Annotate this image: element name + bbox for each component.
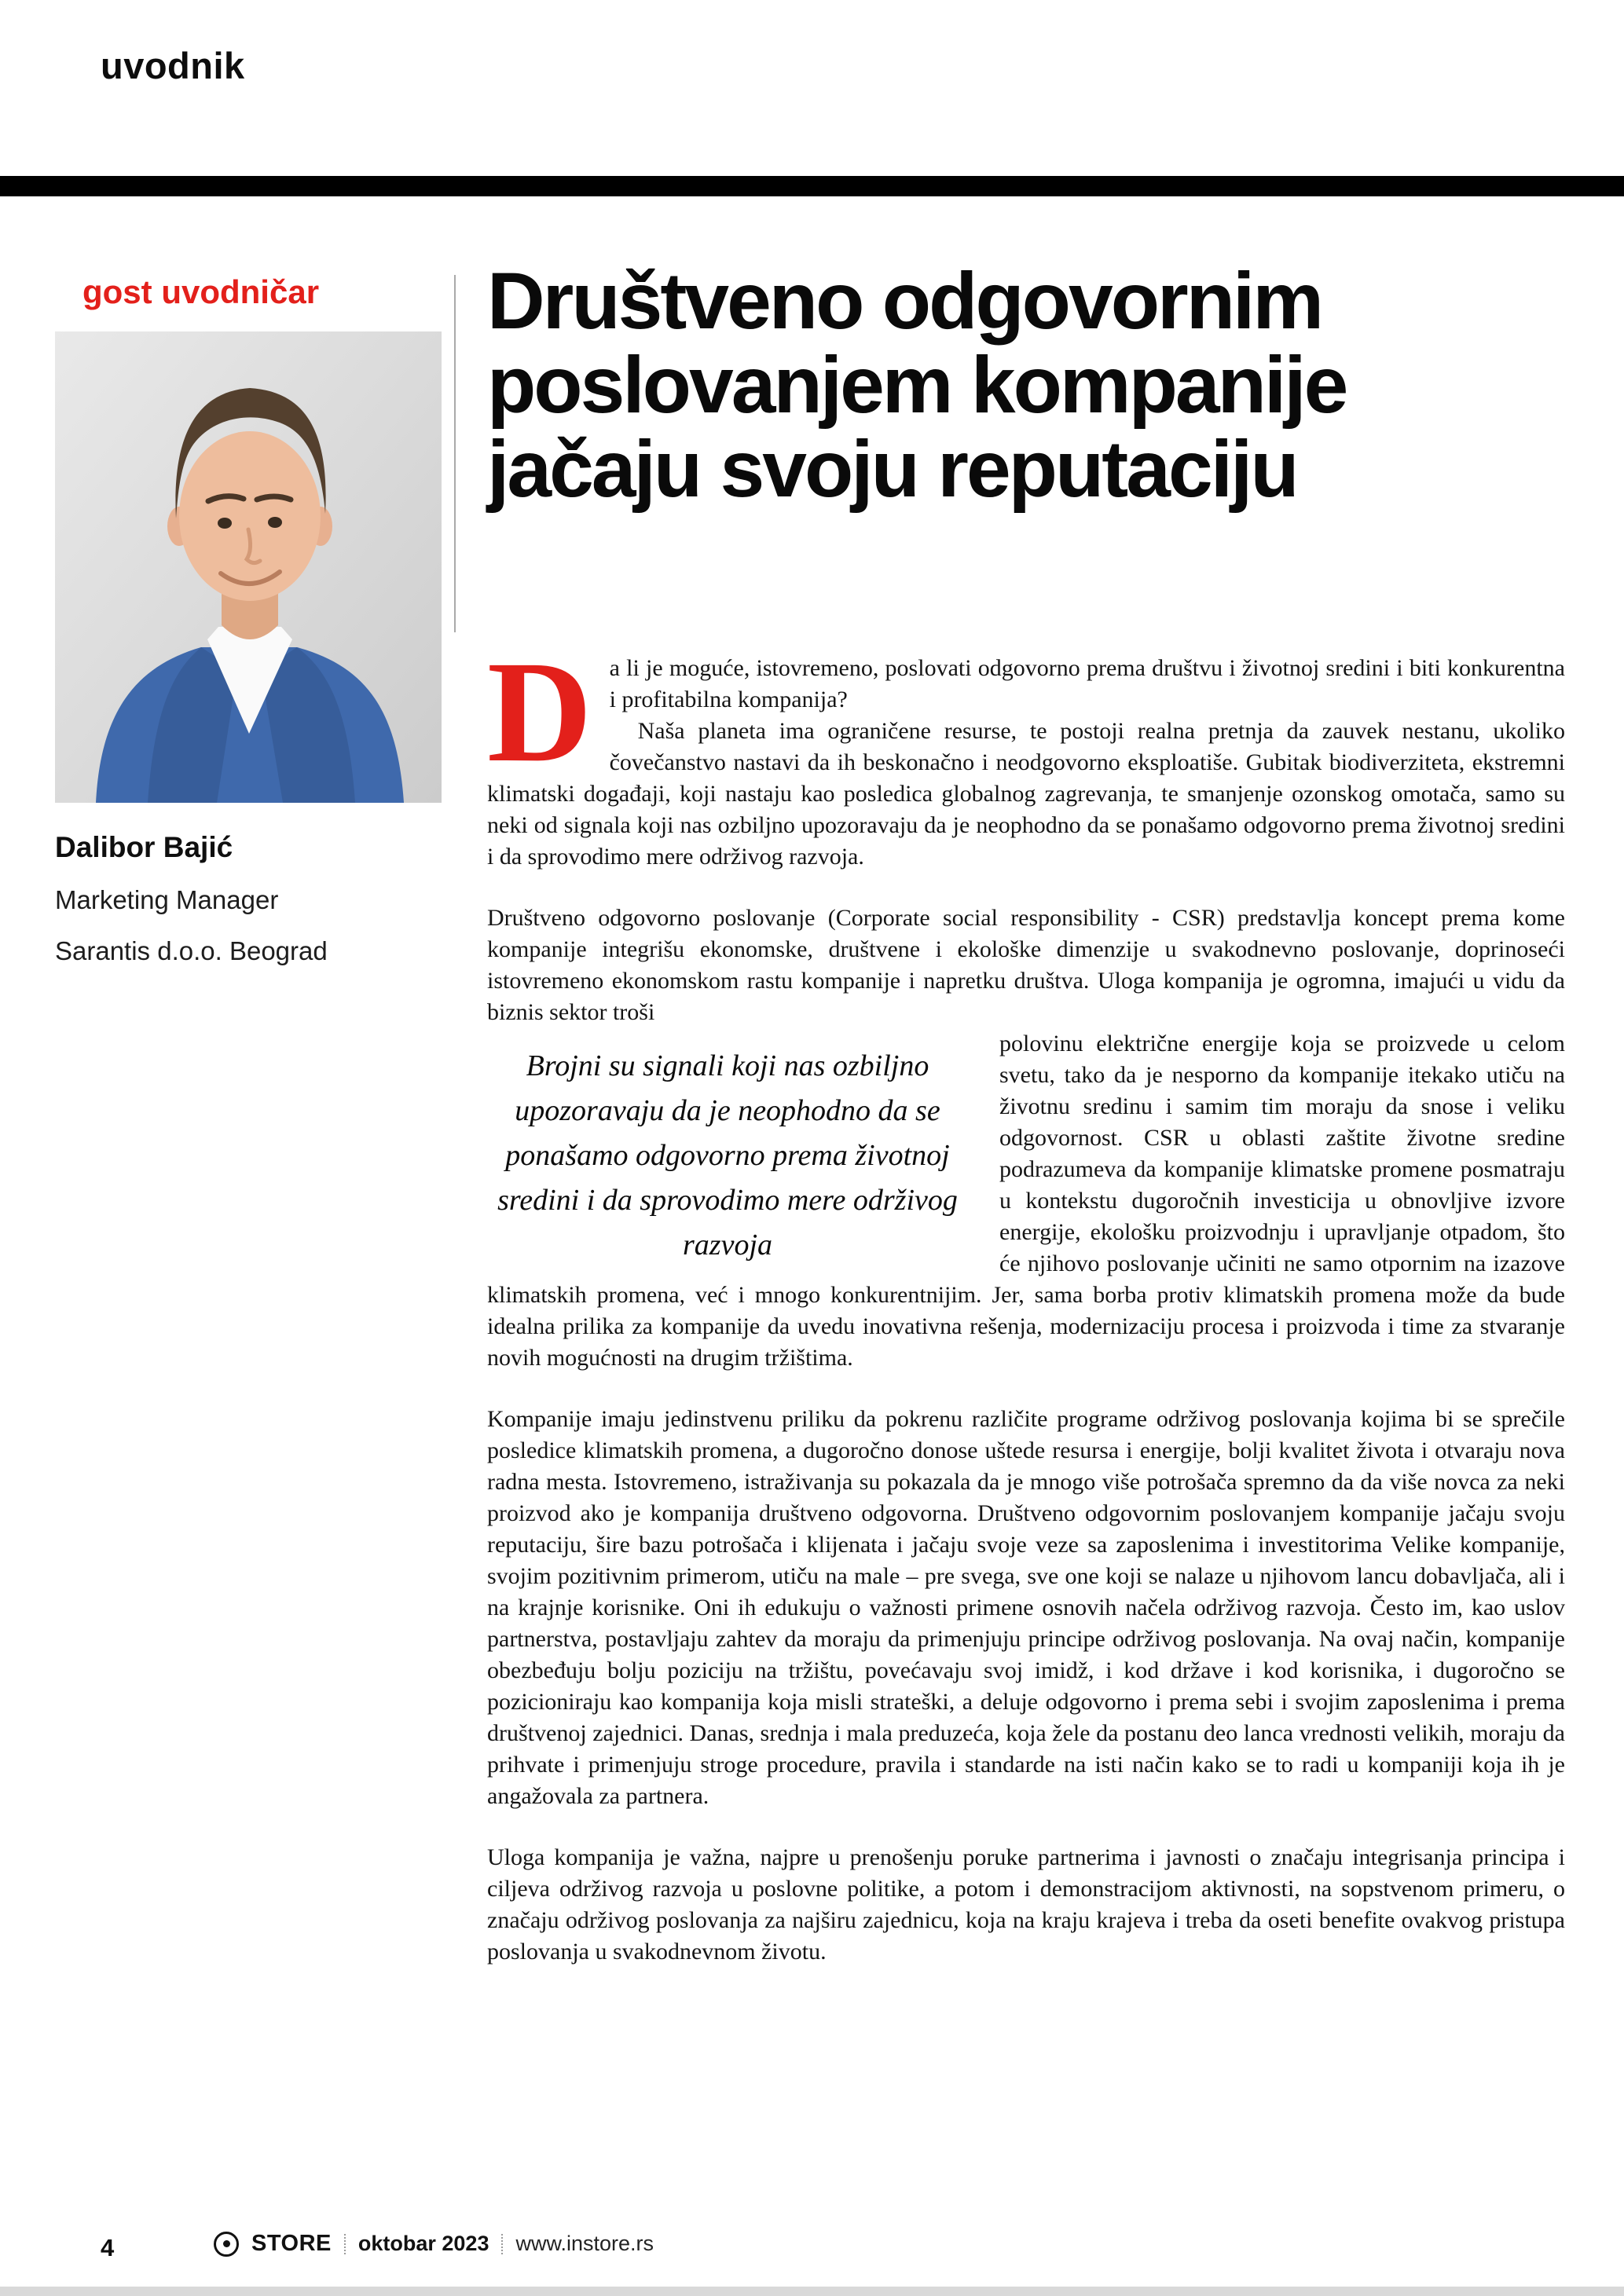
- bottom-strip: [0, 2287, 1624, 2296]
- author-name: Dalibor Bajić: [55, 831, 233, 863]
- issue-date: oktobar 2023: [357, 2232, 489, 2255]
- csr-continued: [487, 1028, 1565, 1374]
- author-role: Marketing Manager: [55, 885, 279, 914]
- paragraph-csr-head: Društveno odgovorno poslovanje (Corporate social responsibility - CSR) predstavlja koncept prema kome kompanije integrišu ekonomske, društvene i ekološke dimenzije u svakodnevno poslovanje, doprinoseći istovremeno ekonomskom rastu kompanije i napretku društva. Uloga kompanija je ogromna, imajući u vidu da biznis sektor troši: [487, 905, 1565, 1025]
- article-lede: [487, 632, 1565, 873]
- footer-meta: [214, 2231, 654, 2257]
- author-company: Sarantis d.o.o. Beograd: [55, 936, 328, 965]
- section-label: uvodnik: [101, 45, 245, 86]
- article-title: [487, 256, 1565, 514]
- website-link[interactable]: www.instore.rs: [515, 2232, 654, 2255]
- paragraph-role: Uloga kompanija je važna, najpre u prenošenju poruke partnerima i javnosti o značaju integrisanja principa i ciljeva održivog razvoja u poslovne politike, a potom i demonstracijom aktivnosti, na sopstvenom primeru, o značaju održivog poslovanja za najširu zajednicu, koja na kraju krajeva i treba da oseti benefite ovakvog pristupa poslovanja u svakodnevnom životu.: [487, 1844, 1565, 1965]
- author-photo: [55, 331, 442, 803]
- drop-cap: D: [487, 632, 592, 793]
- title-line-3: jačaju svoju reputaciju: [487, 424, 1297, 514]
- intro-question: a li je moguće, istovremeno, poslovati odgovorno prema društvu i životnoj sredini i biti konkurentna i profitabilna kompanija?: [609, 655, 1565, 712]
- title-line-1: Društveno odgovornim: [487, 256, 1322, 346]
- article: [487, 256, 1565, 1968]
- paragraph-planet: Naša planeta ima ograničene resurse, te postoji realna pretnja da zauvek nestanu, ukoliko čovečanstvo nastavi da ih beskonačno i neodgovorno eksploatiše. Gubitak biodiverziteta, ekstremni klimatski događaji, koji nastaju kao posledica globalnog zagrevanja, te smanjenje ozonskog omotača, samo su neki od signala koji nas ozbiljno upozoravaju da je neophodno da se ponašamo odgovorno prema životnoj sredini i da sprovodimo mere održivog razvoja.: [487, 718, 1565, 870]
- pull-quote: Brojni su signali koji nas ozbiljno upozoravaju da je neophodno da se ponašamo odgovorno prema životnoj sredini i da sprovodimo mere održivog razvoja: [497, 1049, 958, 1262]
- kicker-label: gost uvodničar: [82, 273, 320, 310]
- brand-name: STORE: [251, 2231, 332, 2256]
- footer: [0, 2231, 1624, 2270]
- footer-divider: [501, 2234, 503, 2254]
- sidebar: [55, 273, 442, 966]
- paragraph-programs: Kompanije imaju jedinstvenu priliku da pokrenu različite programe održivog poslovanja kojima bi se sprečile posledice klimatskih promena, a dugoročno donose uštede resursa i energije, bolji kvalitet života i otvaraju nova radna mesta. Istovremeno, istraživanja su pokazala da je mnogo više potrošača spremno da da više novca za neki proizvod ako je kompanija društveno odgovorna. Društveno odgovornim poslovanjem kompanije jačaju svoju reputaciju, šire bazu potrošača i klijenata i jačaju svoje veze sa zaposlenima i investitorima Velike kompanije, svojim pozitivnim primerom, utiču na male – pre svega, sve one koji se nalaze u njihovom lancu dobavljača, ali i na krajnje korisnike. Oni ih edukuju o važnosti primene osnovih načela održivog razvoja. Često im, kao uslov partnerstva, postavljaju zahtev da moraju da primenjuju principe održivog poslovanja. Na ovaj način, kompanije obezbeđuju bolju poziciju na tržištu, povećavaju svoj imidž, i kod države i kod korisnika, i dugoročno se pozicioniraju kao kompanija koja misli strateški, a deluje odgovorno i prema sebi i svojim zaposlenima i prema društvenoj zajednici. Danas, srednja i mala preduzeća, koja žele da postanu deo lanca vrednosti velikih, moraju da prihvate i primenjuju stroge procedure, pravila i standarde na isti način kako se to radi u kompaniji koja ih je angažovala za partnera.: [487, 1406, 1565, 1809]
- column-divider: [454, 275, 456, 632]
- title-line-2: poslovanjem kompanije: [487, 340, 1347, 430]
- page-number: 4: [101, 2234, 115, 2261]
- footer-divider: [344, 2234, 346, 2254]
- instore-logo-icon: [214, 2232, 239, 2257]
- paragraph-csr-tail: polovinu električne energije koja se proizvede u celom svetu, tako da je nesporno da kompanije itekako utiču na životnu sredinu i samim tim moraju da snose i veliku odgovornost. CSR u oblasti zaštite životne sredine podrazumeva da kompanije klimatske promene posmatraju u kontekstu dugoročnih investicija u obnovljive izvore energije, ekološku proizvodnju i upravljanje otpadom, što će njihovo poslovanje učiniti ne samo otpornim na izazove klimatskih promena, već i mnogo konkurentnijim. Jer, sama borba protiv klimatskih promena može da bude idealna prilika za kompanije da uvedu inovativna rešenja, modernizaciju procesa i proizvoda i time za stvaranje novih mogućnosti na drugim tržištima.: [487, 1031, 1565, 1371]
- top-rule: [0, 176, 1624, 196]
